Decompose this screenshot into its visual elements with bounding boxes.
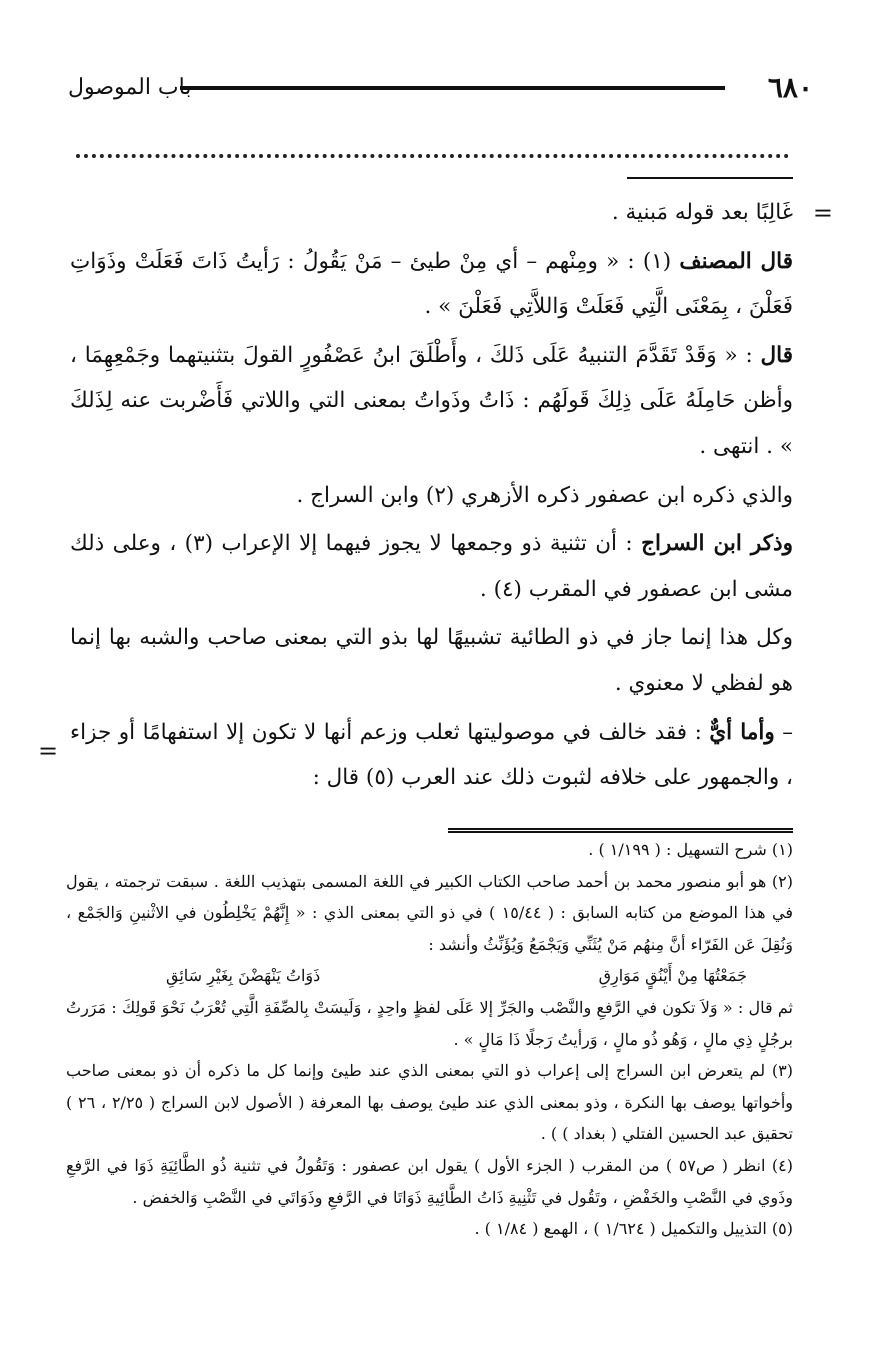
topic-label: وأما أيٌّ bbox=[709, 719, 775, 745]
footnote-1: (١) شرح التسهيل : ( ١/١٩٩ ) . bbox=[588, 840, 793, 859]
continuation-rule bbox=[627, 177, 793, 179]
paragraph-2-text: (١) : « ومِنْهم – أي مِنْ طيئ – مَنْ يَقُولُ : رَأيتُ ذَاتَ فَعَلَتْ وذَوَاتِ فَعَلْنَ ، بِمَعْنَى الَّتِي فَعَلَتْ وَاللاَّتِي فَعَلْنَ » . bbox=[70, 248, 793, 320]
paragraph-6: وكل هذا إنما جاز في ذو الطائية تشبيهًا لها بذو التي بمعنى صاحب والشبه بها إنما هو لفظي لا معنوي . bbox=[70, 625, 793, 696]
paragraph-2 bbox=[70, 239, 793, 330]
verse-hemistich-second: ذَوَاتُ يَنْهَضْنَ بِغَيْرِ سَائِقِ bbox=[166, 966, 321, 986]
paragraph-5 bbox=[70, 521, 793, 612]
verse-hemistich-first: جَمَعْتُهَا مِنْ أَيْنُقٍ مَوَارِقِ bbox=[598, 966, 747, 986]
page-number: ٦٨٠ bbox=[767, 71, 813, 104]
paragraph-3-text: : « وَقَدْ تَقَدَّمَ التنبيهُ عَلَى ذَلكَ ، وأَطْلَقَ ابنُ عَصْفُورٍ القولَ بتثنيتهما وجَمْعِهِمَا ، وأظن حَامِلَهُ عَلَى ذِلِكَ قَولَهُم : ذَاتُ وذَواتُ بمعنى التي واللاتي فَأَضْربت عنه لِذَلكَ » . انتهى . bbox=[70, 342, 793, 459]
footnote-2-continuation: ثم قال : « وَلاَ تكون في الرَّفعِ والنَّصْب والجَرِّ إلا عَلَى لفظٍ واحِدٍ ، وَلَيسَتْ بِالصِّفَةِ الَّتِي تُعْرَبُ نَحْوَ قَولِكَ : مَرَرتُ برجُلٍ ذِي مالٍ ، وَهُو ذُو مالٍ ، وَرأيتُ رَجلًا ذَا مَالٍ » . bbox=[66, 997, 793, 1049]
continuation-mark-bottom: = bbox=[38, 737, 59, 765]
dash-marker: – bbox=[774, 719, 793, 745]
footnote-3: (٣) لم يتعرض ابن السراج إلى إعراب ذو التي بمعنى الذي عند طيئ وإنما كل ما ذكره أن ذو بمعنى صاحب وأخواتها يوصف بها النكرة ، وذو بمعنى الذي عند طيئ يوصف بها المعرفة ( الأصول لابن السراج ( ٢/٢٥ ، ٢٦ ) تحقيق عبد الحسين الفتلي ( بغداد ) ) . bbox=[66, 1061, 794, 1144]
main-text bbox=[70, 190, 793, 801]
paragraph-4: والذي ذكره ابن عصفور ذكره الأزهري (٢) وابن السراج . bbox=[296, 482, 793, 508]
speaker-label: قال المصنف bbox=[679, 248, 793, 274]
footnotes bbox=[66, 834, 793, 1245]
footnote-separator bbox=[448, 828, 793, 833]
paragraph-3 bbox=[70, 333, 793, 470]
poetry-verse bbox=[66, 960, 793, 992]
continuation-mark-top: = bbox=[812, 199, 833, 227]
dotted-separator bbox=[76, 140, 789, 158]
paragraph-5-text: : أن تثنية ذو وجمعها لا يجوز فيهما إلا الإعراب (٣) ، وعلى ذلك مشى ابن عصفور في المقرب (٤) . bbox=[70, 531, 793, 602]
paragraph-7 bbox=[70, 710, 793, 801]
header-double-rule bbox=[180, 86, 725, 90]
footnote-5: (٥) التذييل والتكميل ( ١/٦٢٤ ) ، الهمع ( ١/٨٤ ) . bbox=[474, 1219, 793, 1239]
section-title: باب الموصول bbox=[68, 75, 192, 100]
speaker-label: وذكر ابن السراج bbox=[641, 531, 793, 557]
running-header bbox=[68, 68, 813, 108]
speaker-label: قال bbox=[760, 342, 793, 368]
footnote-4: (٤) انظر ( ص٥٧ ) من المقرب ( الجزء الأول ) يقول ابن عصفور : وَتَقُولُ في تثنية ذُو الطَّائِيَةِ ذَوَا في الرَّفعِ وذَوي في النَّصْبِ والخَفْضِ ، وتَقُول في تَثْنِيةِ ذَاتُ الطَّائِيةِ ذَوَاتَا في الرَّفعِ وذَوَاتَي في النَّصْبِ وَالخفض . bbox=[66, 1155, 793, 1207]
paragraph-7-text: : فقد خالف في موصوليتها ثعلب وزعم أنها لا تكون إلا استفهامًا أو جزاء ، والجمهور على خلافه لثبوت ذلك عند العرب (٥) قال : bbox=[70, 719, 793, 791]
paragraph-1: غَالِبًا بعد قوله مَبنية . bbox=[611, 200, 793, 225]
footnote-2: (٢) هو أبو منصور محمد بن أحمد صاحب الكتاب الكبير في اللغة المسمى بتهذيب اللغة . سبقت ترجمته ، يقول في هذا الموضع من كتابه السابق : ( ١٥/٤٤ ) في ذو التي بمعنى الذي : « إِنَّهُمْ يَخْلِطُون في الاثْنينِ وَالجَمْع ، وَنُقِلَ عَن الفَرّاء أنَّ مِنهُم مَنْ يُثَنِّي وَيَجْمَعُ وَيُؤَنِّثُ وأنشد : bbox=[66, 871, 794, 954]
